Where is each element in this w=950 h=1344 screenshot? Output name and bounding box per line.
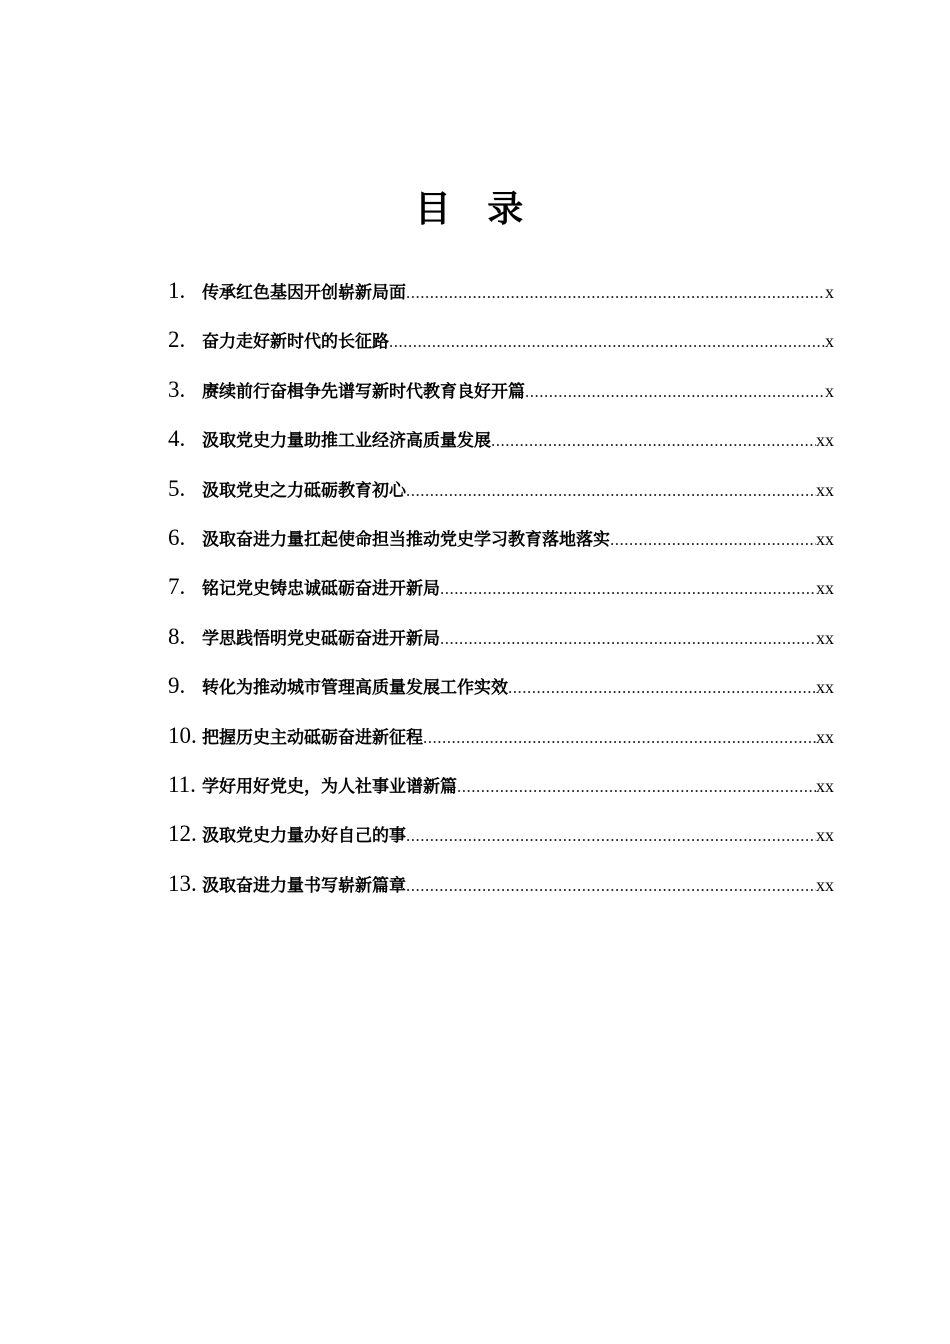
toc-entry-number: 2.: [168, 327, 186, 353]
toc-entry[interactable]: [168, 814, 834, 863]
toc-list: [168, 271, 834, 913]
toc-entry-number: 13.: [168, 870, 197, 896]
toc-entry[interactable]: [168, 419, 834, 468]
toc-dot-leader: [406, 816, 816, 856]
toc-dot-leader: [406, 273, 825, 313]
toc-entry-page: xx: [816, 775, 834, 796]
toc-entry-number: 11.: [168, 771, 196, 797]
toc-entry-title: 赓续前行奋楫争先谱写新时代教育良好开篇: [202, 381, 525, 402]
toc-entry-page: x: [825, 380, 834, 401]
toc-entry-page: xx: [816, 578, 834, 599]
toc-entry-title: 把握历史主动砥砺奋进新征程: [202, 727, 423, 748]
toc-title: 目 录: [414, 188, 536, 230]
toc-dot-leader: [457, 767, 816, 807]
toc-entry-number: 9.: [168, 673, 186, 699]
toc-entry-title: 铭记党史铸忠诚砥砺奋进开新局: [202, 579, 440, 600]
toc-entry-title: 汲取党史力量助推工业经济高质量发展: [202, 431, 491, 452]
toc-entry-page: x: [825, 331, 834, 352]
toc-entry-page: x: [825, 282, 834, 302]
toc-entry-page: xx: [816, 677, 834, 698]
toc-entry-number: 4.: [168, 426, 186, 452]
toc-entry-title: 汲取党史力量办好自己的事: [202, 826, 406, 847]
toc-entry[interactable]: [168, 765, 834, 814]
toc-dot-leader: [440, 569, 816, 609]
toc-entry[interactable]: [168, 271, 834, 320]
toc-entry-title: 汲取党史之力砥砺教育初心: [202, 480, 406, 501]
toc-entry-page: xx: [816, 825, 834, 846]
toc-entry-title: 转化为推动城市管理高质量发展工作实效: [202, 678, 508, 699]
toc-entry-page: xx: [816, 627, 834, 648]
toc-dot-leader: [406, 866, 816, 906]
toc-entry-number: 6.: [168, 524, 186, 550]
toc-dot-leader: [440, 619, 816, 659]
toc-entry[interactable]: [168, 567, 834, 616]
toc-entry-title: 汲取奋进力量扛起使命担当推动党史学习教育落地落实: [202, 529, 610, 550]
toc-entry[interactable]: [168, 716, 834, 765]
toc-entry-page: xx: [816, 528, 834, 549]
toc-entry-title: 奋力走好新时代的长征路: [202, 332, 389, 353]
toc-entry[interactable]: [168, 320, 834, 369]
toc-entry[interactable]: [168, 666, 834, 715]
toc-entry-title: 传承红色基因开创崭新局面: [202, 283, 406, 303]
toc-entry-page: xx: [816, 726, 834, 747]
toc-entry-number: 1.: [168, 278, 186, 303]
toc-dot-leader: [389, 322, 825, 362]
toc-dot-leader: [525, 372, 825, 412]
toc-entry-title: 汲取奋进力量书写崭新篇章: [202, 875, 406, 896]
toc-entry-number: 3.: [168, 376, 186, 402]
toc-dot-leader: [423, 718, 816, 758]
toc-entry[interactable]: [168, 617, 834, 666]
toc-dot-leader: [610, 520, 816, 560]
toc-dot-leader: [491, 421, 816, 461]
toc-entry-number: 5.: [168, 475, 186, 501]
toc-entry[interactable]: [168, 469, 834, 518]
toc-entry-title: 学好用好党史，为人社事业谱新篇: [202, 776, 457, 797]
toc-entry[interactable]: [168, 518, 834, 567]
toc-entry-page: xx: [816, 430, 834, 451]
toc-entry-page: xx: [816, 874, 834, 895]
toc-entry-page: xx: [816, 479, 834, 500]
toc-entry-title: 学思践悟明党史砥砺奋进开新局: [202, 628, 440, 649]
toc-entry-number: 12.: [168, 821, 197, 847]
toc-entry[interactable]: [168, 864, 834, 913]
toc-dot-leader: [406, 471, 816, 511]
toc-entry[interactable]: [168, 370, 834, 419]
toc-entry-number: 10.: [168, 722, 197, 748]
toc-dot-leader: [508, 668, 816, 708]
toc-entry-number: 8.: [168, 623, 186, 649]
toc-entry-number: 7.: [168, 574, 186, 600]
